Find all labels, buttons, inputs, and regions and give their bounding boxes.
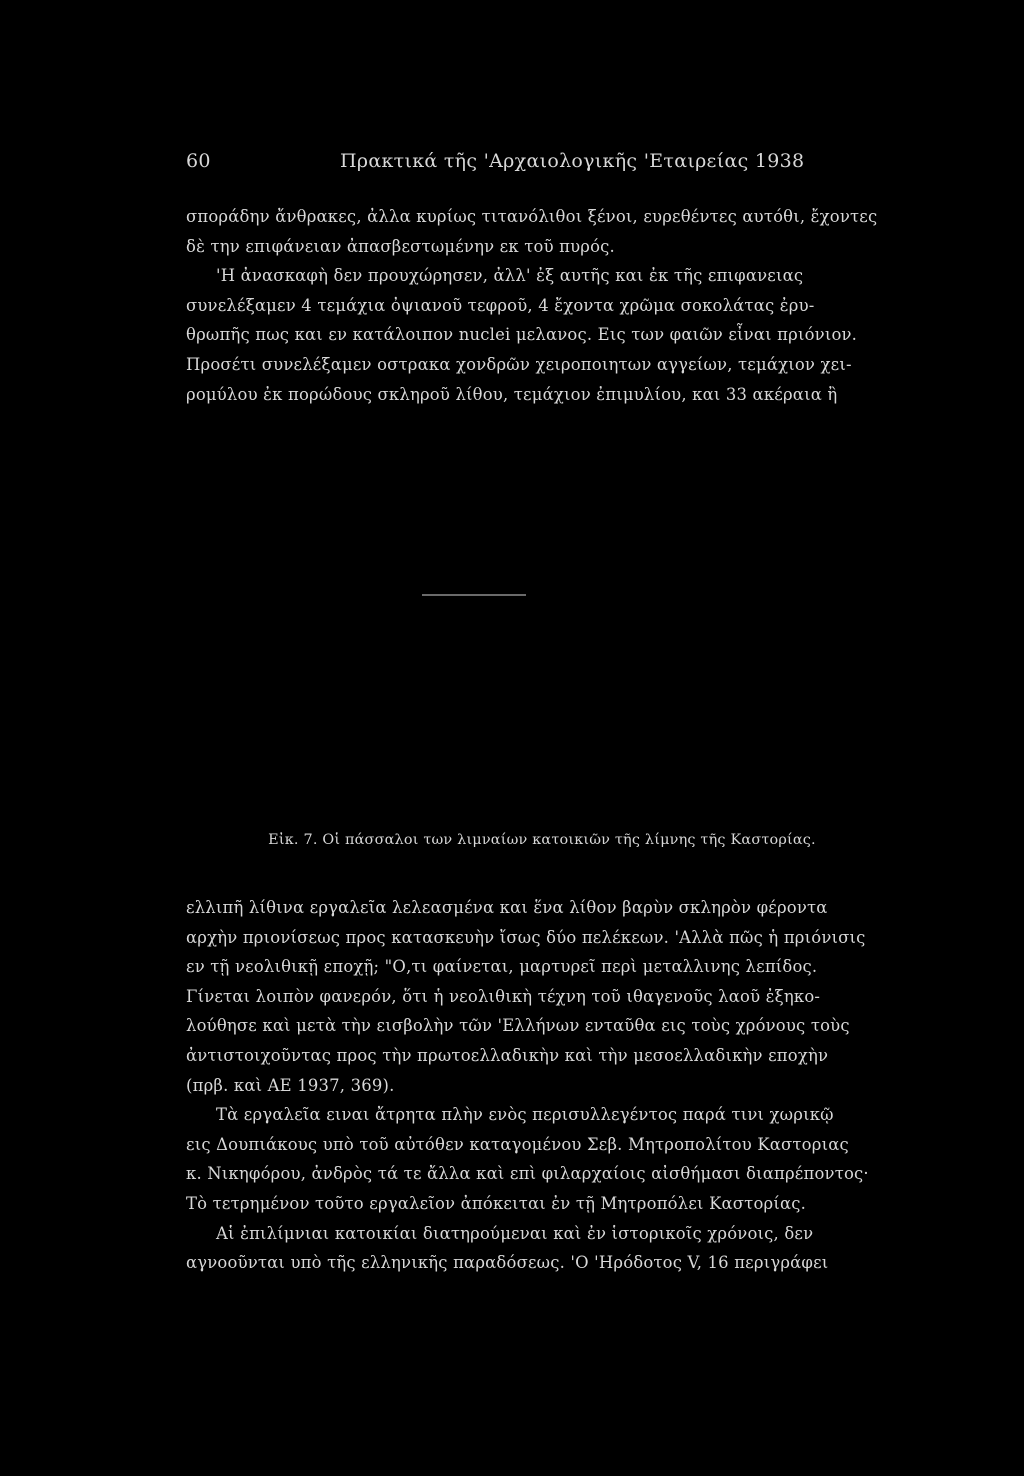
text-line: Προσέτι συνελέξαμεν οστρακα χονδρῶν χειροποιητων αγγείων, τεμάχιον χει- bbox=[186, 354, 852, 374]
text-line: ελλιπῆ λίθινα εργαλεῖα λελεασμένα και ἕνα λίθον βαρὺν σκληρὸν φέροντα bbox=[186, 898, 828, 917]
text-line: αρχὴν πριονίσεως προς κατασκευὴν ἴσως δύο πελέκεων. 'Αλλὰ πῶς ἡ πριόνισις bbox=[186, 927, 866, 947]
text-line: Αἱ ἐπιλίμνιαι κατοικίαι διατηρούμεναι καὶ ἐν ἱστορικοῖς χρόνοις, δεν bbox=[216, 1223, 814, 1243]
text-line: Τὰ εργαλεῖα ειναι ἄτρητα πλὴν ενὸς περισυλλεγέντος παρά τινι χωρικῷ bbox=[216, 1105, 834, 1125]
figure-remnant-line bbox=[422, 594, 526, 596]
text-line: εις Δουπιάκους υπὸ τοῦ αὐτόθεν καταγομένου Σεβ. Μητροπολίτου Καστοριας bbox=[186, 1134, 849, 1154]
page-number: 60 bbox=[186, 150, 211, 172]
text-line: θρωπῆς πως και εν κατάλοιπον nuclei μελανος. Εις των φαιῶν εἶναι πριόνιον. bbox=[186, 325, 858, 345]
text-line: συνελέξαμεν 4 τεμάχια ὀψιανοῦ τεφροῦ, 4 ἔχοντα χρῶμα σοκολάτας ἐρυ- bbox=[186, 295, 815, 315]
running-title: Πρακτικά τῆς 'Αρχαιολογικῆς 'Εταιρείας 1938 bbox=[340, 150, 805, 172]
text-line: εν τῇ νεολιθικῇ εποχῇ; "Ο,τι φαίνεται, μαρτυρεῖ περὶ μεταλλινης λεπίδος. bbox=[186, 957, 818, 977]
figure-caption: Εἰκ. 7. Οἱ πάσσαλοι των λιμναίων κατοικιῶν τῆς λίμνης τῆς Καστορίας. bbox=[268, 832, 816, 848]
figure-7 bbox=[186, 440, 898, 820]
text-line: 'Η ἀνασκαφὴ δεν προυχώρησεν, ἀλλ' ἐξ αυτῆς και ἐκ τῆς επιφανειας bbox=[216, 266, 804, 286]
text-line: ρομύλου ἐκ πορώδους σκληροῦ λίθου, τεμάχιον ἐπιμυλίου, και 33 ακέραια ἢ bbox=[186, 384, 838, 404]
text-line: αγνοοῦνται υπὸ τῆς ελληνικῆς παραδόσεως. 'Ο 'Ηρόδοτος V, 16 περιγράφει bbox=[186, 1253, 829, 1273]
page-header bbox=[186, 150, 886, 180]
text-line: κ. Νικηφόρου, ἀνδρὸς τά τε ἄλλα καὶ επὶ φιλαρχαίοις αἰσθήμασι διαπρέποντος· bbox=[186, 1164, 869, 1184]
body-text-bottom bbox=[186, 893, 898, 1278]
text-line: δὲ την επιφάνειαν ἀπασβεστωμένην εκ τοῦ πυρός. bbox=[186, 236, 615, 256]
text-line: (πρβ. καὶ ΑΕ 1937, 369). bbox=[186, 1075, 395, 1095]
text-line: Τὸ τετρημένον τοῦτο εργαλεῖον ἀπόκειται ἐν τῇ Μητροπόλει Καστορίας. bbox=[186, 1193, 807, 1213]
body-text-top bbox=[186, 202, 898, 409]
text-line: λούθησε καὶ μετὰ τὴν εισβολὴν τῶν 'Ελλήνων ενταῦθα εις τοὺς χρόνους τοὺς bbox=[186, 1016, 850, 1036]
text-line: ἀντιστοιχοῦντας προς τὴν πρωτοελλαδικὴν καὶ τὴν μεσοελλαδικὴν εποχὴν bbox=[186, 1045, 829, 1065]
text-line: σποράδην ἄνθρακες, ἀλλα κυρίως τιτανόλιθοι ξένοι, ευρεθέντες αυτόθι, ἔχοντες bbox=[186, 207, 878, 226]
text-line: Γίνεται λοιπὸν φανερόν, ὅτι ἡ νεολιθικὴ τέχνη τοῦ ιθαγενοῦς λαοῦ ἐξηκο- bbox=[186, 986, 821, 1006]
